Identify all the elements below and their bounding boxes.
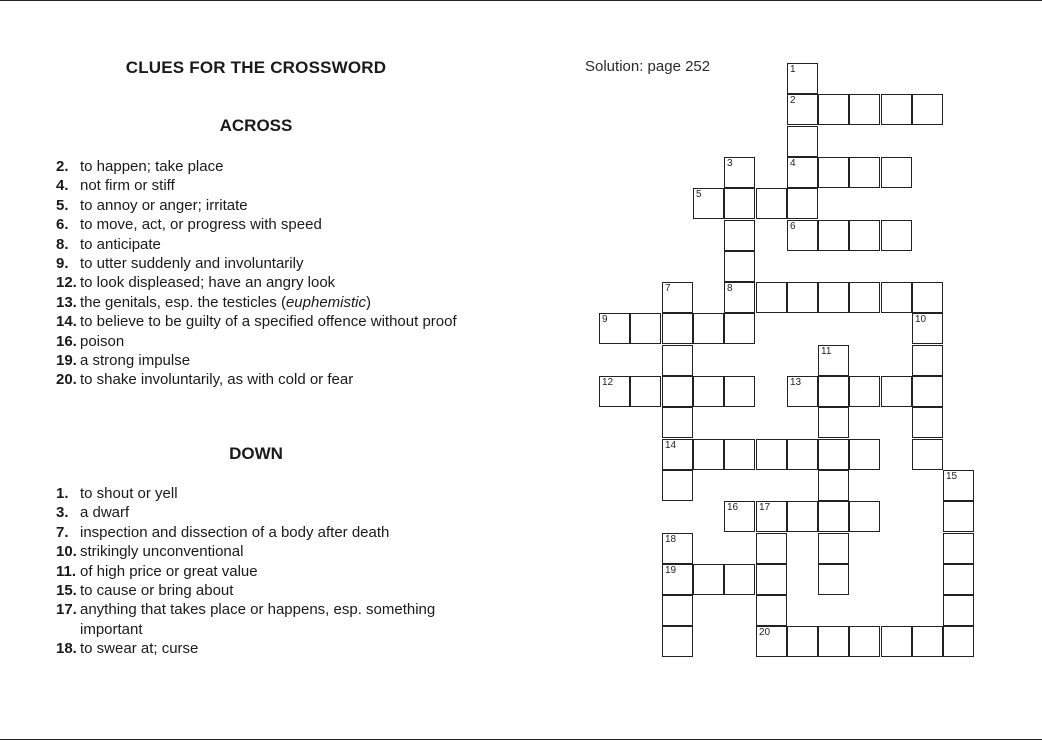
grid-cell[interactable] [818, 439, 849, 470]
grid-cell[interactable] [943, 533, 974, 564]
clue-text: to look displeased; have an angry look [80, 274, 336, 292]
grid-cell[interactable] [912, 313, 943, 344]
grid-cell[interactable] [599, 313, 630, 344]
clue-number: 18. [56, 640, 77, 658]
grid-cell[interactable] [787, 220, 818, 251]
grid-cell[interactable] [818, 157, 849, 188]
grid-cell[interactable] [724, 501, 755, 532]
grid-cell[interactable] [881, 376, 912, 407]
grid-cell[interactable] [881, 157, 912, 188]
grid-cell[interactable] [630, 376, 661, 407]
grid-cell[interactable] [849, 439, 880, 470]
clue-text: to move, act, or progress with speed [80, 216, 322, 234]
grid-cell[interactable] [881, 220, 912, 251]
grid-cell[interactable] [693, 439, 724, 470]
cell-number: 17 [759, 502, 771, 513]
grid-cell[interactable] [724, 157, 755, 188]
grid-cell[interactable] [693, 376, 724, 407]
clue-text: inspection and dissection of a body after death [80, 523, 390, 541]
clue-number: 6. [56, 216, 69, 234]
cell-number: 12 [602, 377, 614, 388]
clue-text: to annoy or anger; irritate [80, 196, 248, 214]
grid-cell[interactable] [662, 345, 693, 376]
grid-cell[interactable] [724, 220, 755, 251]
grid-cell[interactable] [881, 282, 912, 313]
clue-number: 1. [56, 485, 69, 502]
clue-text: strikingly unconventional [80, 543, 244, 561]
grid-cell[interactable] [787, 94, 818, 125]
cell-number: 5 [696, 189, 702, 200]
cell-number: 1 [790, 64, 796, 75]
grid-cell[interactable] [724, 564, 755, 595]
grid-cell[interactable] [787, 626, 818, 657]
grid-cell[interactable] [787, 126, 818, 157]
clue-text: to swear at; curse [80, 640, 199, 658]
grid-cell[interactable] [787, 501, 818, 532]
grid-cell[interactable] [849, 94, 880, 125]
grid-cell[interactable] [662, 470, 693, 501]
grid-cell[interactable] [693, 313, 724, 344]
grid-cell[interactable] [756, 439, 787, 470]
grid-cell[interactable] [693, 564, 724, 595]
cell-number: 4 [790, 158, 796, 169]
grid-cell[interactable] [662, 407, 693, 438]
cell-number: 6 [790, 221, 796, 232]
grid-cell[interactable] [756, 533, 787, 564]
grid-cell[interactable] [912, 626, 943, 657]
clue-text: poison [80, 332, 125, 350]
grid-cell[interactable] [943, 470, 974, 501]
clue-text: to shout or yell [80, 485, 178, 502]
clue-text: to happen; take place [80, 158, 224, 175]
clue-text: to shake involuntarily, as with cold or fear [80, 371, 354, 389]
grid-cell[interactable] [693, 188, 724, 219]
cell-number: 11 [821, 346, 832, 357]
grid-cell[interactable] [787, 376, 818, 407]
grid-cell[interactable] [881, 626, 912, 657]
grid-cell[interactable] [849, 282, 880, 313]
clue-text: the genitals, esp. the testicles (euphemistic) [80, 293, 371, 311]
cell-number: 7 [665, 283, 671, 294]
clue-text: to cause or bring about [80, 582, 234, 600]
clue-text: anything that takes place or happens, esp. something important [80, 601, 436, 638]
cell-number: 9 [602, 314, 608, 325]
grid-cell[interactable] [756, 282, 787, 313]
grid-cell[interactable] [818, 94, 849, 125]
cell-number: 8 [727, 283, 733, 294]
grid-cell[interactable] [818, 345, 849, 376]
grid-cell[interactable] [849, 626, 880, 657]
grid-cell[interactable] [818, 407, 849, 438]
clue-number: 17. [56, 601, 77, 619]
cell-number: 13 [790, 377, 802, 388]
grid-cell[interactable] [662, 533, 693, 564]
grid-cell[interactable] [787, 439, 818, 470]
grid-cell[interactable] [787, 63, 818, 94]
grid-cell[interactable] [724, 439, 755, 470]
grid-cell[interactable] [756, 501, 787, 532]
down-heading: DOWN [229, 444, 283, 463]
grid-cell[interactable] [912, 407, 943, 438]
grid-cell[interactable] [662, 595, 693, 626]
grid-cell[interactable] [756, 626, 787, 657]
across-heading: ACROSS [219, 116, 293, 135]
clue-number: 3. [56, 504, 69, 522]
grid-cell[interactable] [724, 188, 755, 219]
clue-number: 5. [56, 196, 69, 214]
grid-cell[interactable] [724, 376, 755, 407]
clue-number: 13. [56, 293, 77, 311]
cell-number: 20 [759, 627, 771, 638]
grid-cell[interactable] [818, 376, 849, 407]
grid-cell[interactable] [881, 94, 912, 125]
grid-cell[interactable] [849, 376, 880, 407]
grid-cell[interactable] [662, 626, 693, 657]
grid-cell[interactable] [912, 439, 943, 470]
clue-text: to believe to be guilty of a specified offence without proof [80, 313, 457, 331]
clue-text: to utter suddenly and involuntarily [80, 255, 304, 273]
cell-number: 19 [665, 565, 677, 576]
grid-cell[interactable] [662, 376, 693, 407]
grid-cell[interactable] [912, 282, 943, 313]
grid-cell[interactable] [756, 564, 787, 595]
grid-cell[interactable] [818, 220, 849, 251]
clue-text: a strong impulse [80, 352, 191, 370]
grid-cell[interactable] [943, 626, 974, 657]
cell-number: 18 [665, 534, 677, 545]
cell-number: 14 [665, 440, 677, 451]
cell-number: 2 [790, 95, 796, 106]
grid-cell[interactable] [787, 188, 818, 219]
clue-text: not firm or stiff [80, 177, 175, 195]
clue-number: 16. [56, 332, 77, 350]
grid-cell[interactable] [662, 282, 693, 313]
cell-number: 10 [915, 314, 927, 325]
grid-cell[interactable] [943, 501, 974, 532]
grid-cell[interactable] [818, 501, 849, 532]
clue-number: 15. [56, 582, 77, 600]
clue-number: 8. [56, 235, 69, 253]
clue-number: 7. [56, 523, 69, 541]
grid-cell[interactable] [849, 501, 880, 532]
grid-cell[interactable] [943, 564, 974, 595]
grid-cell[interactable] [599, 376, 630, 407]
grid-cell[interactable] [818, 626, 849, 657]
page-title: CLUES FOR THE CROSSWORD [125, 58, 387, 77]
grid-cell[interactable] [912, 94, 943, 125]
clue-number: 20. [56, 371, 77, 389]
grid-cell[interactable] [724, 251, 755, 282]
grid-cell[interactable] [756, 188, 787, 219]
grid-cell[interactable] [756, 595, 787, 626]
grid-cell[interactable] [724, 282, 755, 313]
cell-number: 3 [727, 158, 733, 169]
grid-cell[interactable] [818, 470, 849, 501]
grid-cell[interactable] [912, 345, 943, 376]
solution-reference: Solution: page 252 [585, 58, 711, 75]
grid-cell[interactable] [662, 313, 693, 344]
clue-number: 19. [56, 352, 77, 370]
grid-cell[interactable] [630, 313, 661, 344]
grid-cell[interactable] [818, 564, 849, 595]
grid-cell[interactable] [849, 220, 880, 251]
clue-number: 2. [56, 158, 69, 175]
clue-number: 14. [56, 313, 77, 331]
grid-cell[interactable] [787, 157, 818, 188]
clue-number: 12. [56, 274, 77, 292]
cell-number: 16 [727, 502, 739, 513]
cell-number: 15 [946, 471, 958, 482]
grid-cell[interactable] [849, 157, 880, 188]
clue-text: a dwarf [80, 504, 130, 522]
grid-cell[interactable] [787, 282, 818, 313]
grid-cell[interactable] [818, 533, 849, 564]
grid-cell[interactable] [818, 282, 849, 313]
clue-text: to anticipate [80, 235, 161, 253]
grid-cell[interactable] [912, 376, 943, 407]
clue-text: of high price or great value [80, 562, 258, 580]
clue-number: 4. [56, 177, 69, 195]
clue-number: 11. [56, 562, 77, 580]
grid-cell[interactable] [724, 313, 755, 344]
clue-number: 9. [56, 255, 69, 273]
clue-number: 10. [56, 543, 77, 561]
grid-cell[interactable] [662, 564, 693, 595]
grid-cell[interactable] [943, 595, 974, 626]
grid-cell[interactable] [662, 439, 693, 470]
